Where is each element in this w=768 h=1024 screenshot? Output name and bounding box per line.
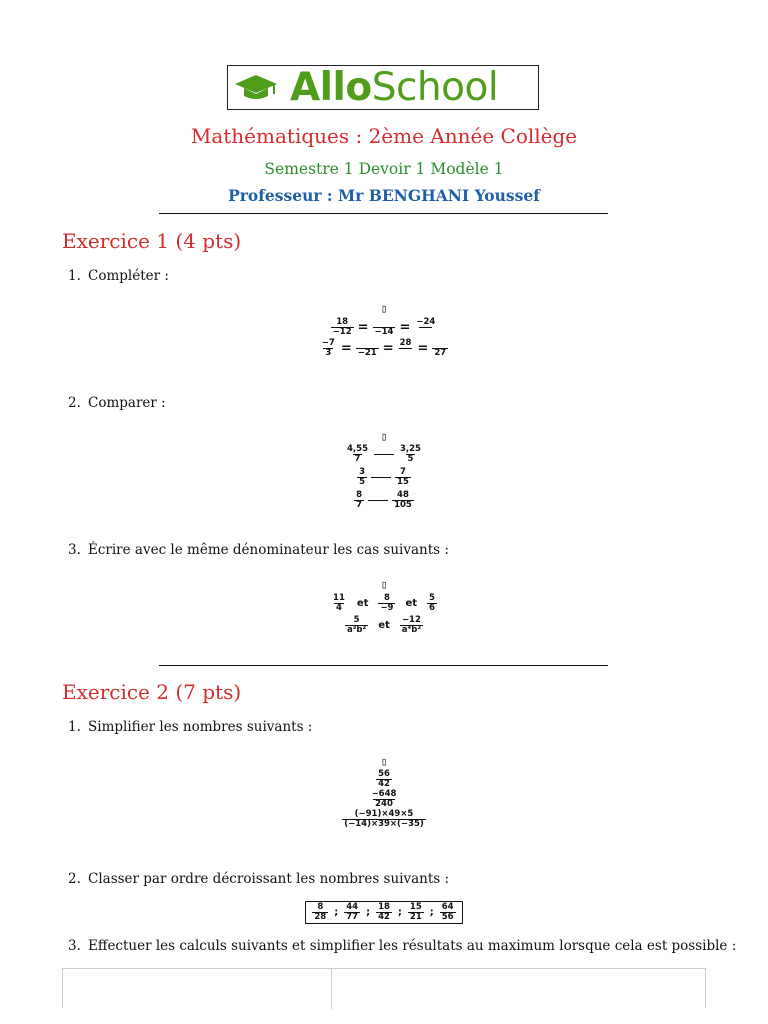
fraction [331, 594, 347, 613]
fraction [398, 445, 423, 464]
denominator: 7 [354, 454, 361, 464]
numerator: 7 [399, 467, 406, 477]
answer-blank [368, 500, 388, 511]
complete-equations [0, 318, 768, 358]
logo-wordmark: AlloSchool [290, 65, 499, 110]
fraction [392, 491, 414, 510]
professor-line: Professeur : Mr BENGHANI Youssef [228, 186, 540, 205]
simplify-item [0, 790, 768, 809]
numerator: 5 [353, 615, 360, 625]
fraction [440, 903, 456, 922]
numerator: 8 [317, 902, 324, 912]
denominator: −21 [357, 348, 377, 358]
denominator: 28 [314, 912, 327, 922]
ex1-question-1: 1. Compléter : [68, 268, 169, 284]
denominator: a³b² [346, 625, 367, 635]
fraction [395, 468, 411, 487]
denominator: 42 [378, 912, 390, 922]
conjunction: et [405, 598, 418, 609]
fraction [427, 594, 437, 613]
numerator [437, 339, 444, 348]
compare-row [0, 444, 768, 465]
compare-rows [0, 444, 768, 511]
fraction [331, 318, 354, 337]
denominator: 77 [346, 912, 359, 922]
numerator: 28 [399, 338, 412, 348]
numerator: 44 [346, 902, 359, 912]
denominator: 3 [325, 348, 332, 358]
answer-blank [374, 454, 394, 465]
denominator: 6 [429, 603, 435, 613]
ex2-question-3: 3. Effectuer les calculs suivants et simplifier les résultats au maximum lorsque cela est possible : [68, 938, 737, 954]
fraction [376, 770, 392, 789]
numerator: 8 [356, 490, 363, 500]
simplify-item [0, 770, 768, 789]
compare-row [0, 467, 768, 488]
fraction-blank [432, 339, 448, 358]
denominator: 5 [407, 454, 414, 464]
ex2-question-1: 1. Simplifier les nombres suivants : [68, 719, 313, 735]
numerator: 11 [333, 593, 345, 603]
denominator: a⁴b² [401, 625, 422, 635]
denominator: 42 [378, 779, 390, 789]
numerator: −7 [321, 338, 335, 348]
denominator: 7 [356, 500, 363, 510]
divider [159, 213, 608, 214]
numerator: 48 [397, 490, 409, 500]
alloschool-logo [227, 65, 539, 110]
numerator: 3,25 [400, 444, 421, 454]
calculation-table [62, 968, 706, 1008]
denominator: 4 [335, 603, 342, 613]
case-row-1 [0, 594, 768, 613]
order-box [0, 901, 768, 924]
denominator [419, 327, 432, 337]
equation-line-2: $\frac{-7}{3}$ = −21 = 28 = 27 [321, 338, 447, 358]
exercise-2-heading: Exercice 2 (7 pts) [62, 680, 242, 704]
numerator: 8 [384, 593, 390, 603]
compare-row [0, 490, 768, 511]
ex1-question-2: 2. Comparer : [68, 395, 166, 411]
denominator: −9 [380, 603, 394, 613]
denominator: 105 [394, 500, 412, 510]
fraction-blank [414, 318, 437, 337]
equation-line-1: $\frac{18}{-12}$ = −14 = −24 [332, 317, 436, 337]
same-denominator-cases [0, 594, 768, 635]
conjunction: et [356, 598, 369, 609]
numerator: 3 [359, 467, 366, 477]
denominator: 27 [434, 348, 447, 358]
missing-glyph-icon: ▯ [380, 578, 388, 591]
numerator: −12 [401, 615, 421, 625]
table-column-divider [331, 969, 332, 1009]
fraction [357, 468, 367, 487]
missing-glyph-icon: ▯ [380, 430, 388, 443]
separator: ; [334, 907, 339, 918]
separator: ; [397, 907, 402, 918]
document-title: Mathématiques : 2ème Année Collège [190, 124, 578, 148]
missing-glyph-icon: ▯ [380, 755, 388, 768]
numerator: 64 [441, 902, 454, 912]
denominator: 240 [375, 799, 393, 809]
fraction-blank [356, 339, 379, 358]
numerator: −24 [416, 317, 436, 327]
fraction [342, 810, 426, 829]
ex1-question-3: 3. Écrire avec le même dénominateur les cas suivants : [68, 542, 449, 558]
document-subtitle: Semestre 1 Devoir 1 Modèle 1 [264, 160, 504, 178]
fraction [345, 445, 370, 464]
denominator: −14 [374, 327, 394, 337]
numerator: 18 [378, 902, 390, 912]
numerator: (−91)×49×5 [354, 809, 414, 819]
denominator [399, 348, 412, 358]
simplify-list [0, 770, 768, 829]
answer-blank [371, 477, 391, 488]
numerator: 5 [429, 593, 435, 603]
denominator: −12 [332, 327, 352, 337]
ex2-question-2: 2. Classer par ordre décroissant les nombres suivants : [68, 871, 450, 887]
simplify-item [0, 810, 768, 829]
missing-glyph-icon: ▯ [380, 302, 388, 315]
numerator: 18 [336, 317, 349, 327]
fraction [312, 903, 328, 922]
divider [159, 665, 608, 666]
fraction-blank [398, 339, 414, 358]
numerator: 15 [409, 902, 422, 912]
separator: ; [366, 907, 371, 918]
denominator: 15 [397, 477, 409, 487]
fraction [376, 903, 392, 922]
ordered-numbers-box [305, 901, 462, 924]
numerator: 56 [378, 769, 390, 779]
denominator: 56 [441, 912, 454, 922]
fraction [320, 339, 337, 358]
fraction [345, 616, 368, 635]
numerator [381, 318, 388, 327]
case-row-2 [0, 616, 768, 635]
fraction [370, 790, 399, 809]
conjunction: et [378, 620, 390, 631]
graduation-cap-icon [234, 74, 278, 106]
fraction-blank [373, 318, 396, 337]
denominator: 5 [359, 477, 366, 487]
exercise-1-heading: Exercice 1 (4 pts) [62, 229, 242, 253]
fraction [378, 594, 395, 613]
denominator: 21 [409, 912, 422, 922]
fraction [408, 903, 424, 922]
fraction [354, 491, 364, 510]
fraction [344, 903, 360, 922]
separator: ; [429, 907, 434, 918]
numerator: −648 [371, 789, 397, 799]
numerator [364, 339, 371, 348]
fraction [400, 616, 423, 635]
denominator: (−14)×39×(−35) [344, 819, 424, 829]
numerator: 4,55 [347, 444, 368, 454]
